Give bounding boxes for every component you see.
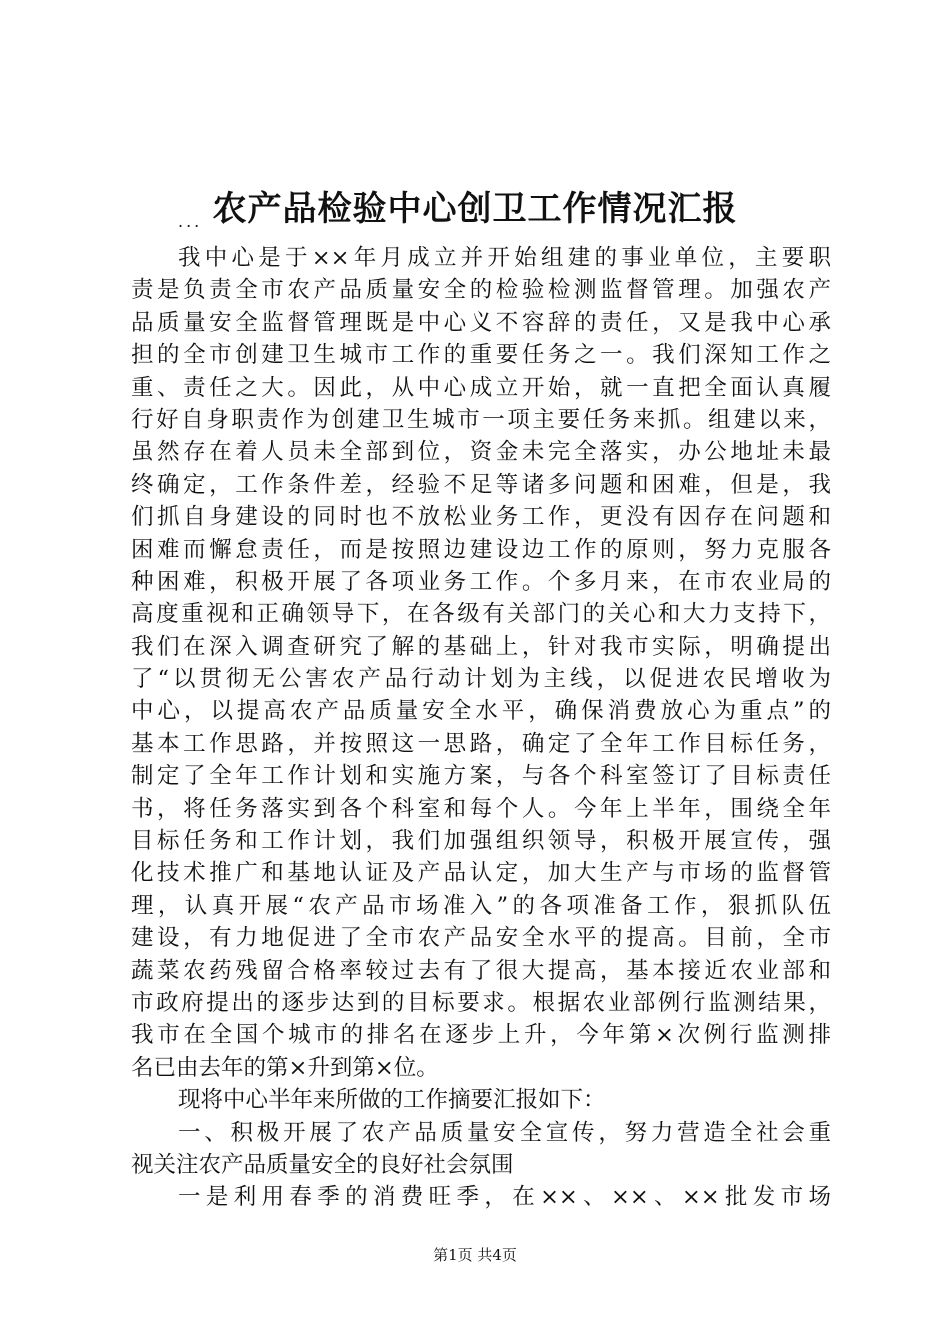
title-ellipsis: ...	[178, 212, 203, 231]
body-line: 中心，以提高农产品质量安全水平，确保消费放心为重点”的	[131, 698, 831, 725]
body-line: 困难而懈怠责任，而是按照边建设边工作的原则，努力克服各	[131, 536, 831, 563]
body-line: 我市在全国个城市的排名在逐步上升，今年第×次例行监测排	[131, 1022, 831, 1049]
body-line: 重、责任之大。因此，从中心成立开始，就一直把全面认真履	[131, 374, 831, 401]
body-line: 高度重视和正确领导下，在各级有关部门的关心和大力支持下，	[131, 601, 831, 628]
body-line: 责是负责全市农产品质量安全的检验检测监督管理。加强农产	[131, 277, 831, 304]
body-line: 书，将任务落实到各个科室和每个人。今年上半年，围绕全年	[131, 795, 831, 822]
page-number-footer: 第1页 共4页	[433, 1246, 517, 1264]
body-line: 我中心是于××年月成立并开始组建的事业单位，主要职	[178, 245, 831, 271]
body-line: 理，认真开展“农产品市场准入”的各项准备工作，狠抓队伍	[131, 892, 831, 919]
document-body	[131, 242, 831, 1214]
body-line: 虽然存在着人员未全部到位，资金未完全落实，办公地址未最	[131, 439, 831, 466]
body-line: 们抓自身建设的同时也不放松业务工作，更没有因存在问题和	[131, 504, 831, 531]
body-line: 建设，有力地促进了全市农产品安全水平的提高。目前，全市	[131, 925, 831, 952]
body-line: 一是利用春季的消费旺季，在××、××、××批发市场	[178, 1184, 831, 1211]
body-line: 担的全市创建卫生城市工作的重要任务之一。我们深知工作之	[131, 342, 831, 369]
body-line: 蔬菜农药残留合格率较过去有了很大提高，基本接近农业部和	[131, 957, 831, 984]
body-line: 现将中心半年来所做的工作摘要汇报如下：	[178, 1087, 606, 1114]
body-line: 种困难，积极开展了各项业务工作。个多月来，在市农业局的	[131, 568, 831, 595]
body-line: 制定了全年工作计划和实施方案，与各个科室签订了目标责任	[131, 763, 831, 790]
body-line: 名已由去年的第×升到第×位。	[131, 1054, 439, 1081]
body-line: 品质量安全监督管理既是中心义不容辞的责任，又是我中心承	[131, 309, 831, 336]
body-line: 我们在深入调查研究了解的基础上，针对我市实际，明确提出	[131, 633, 831, 660]
document-title: 农产品检验中心创卫工作情况汇报	[212, 189, 738, 229]
body-line: 目标任务和工作计划，我们加强组织领导，积极开展宣传，强	[131, 828, 831, 855]
body-line: 基本工作思路，并按照这一思路，确定了全年工作目标任务，	[131, 730, 831, 757]
body-line: 了“以贯彻无公害农产品行动计划为主线，以促进农民增收为	[131, 666, 831, 693]
body-line: 市政府提出的逐步达到的目标要求。根据农业部例行监测结果，	[131, 989, 831, 1016]
section-heading-line: 一、积极开展了农产品质量安全宣传，努力营造全社会重	[178, 1119, 831, 1146]
body-line: 化技术推广和基地认证及产品认定，加大生产与市场的监督管	[131, 860, 831, 887]
section-heading-line: 视关注农产品质量安全的良好社会氛围	[131, 1151, 514, 1178]
body-line: 终确定，工作条件差，经验不足等诸多问题和困难，但是，我	[131, 471, 831, 498]
body-line: 行好自身职责作为创建卫生城市一项主要任务来抓。组建以来，	[131, 406, 831, 433]
